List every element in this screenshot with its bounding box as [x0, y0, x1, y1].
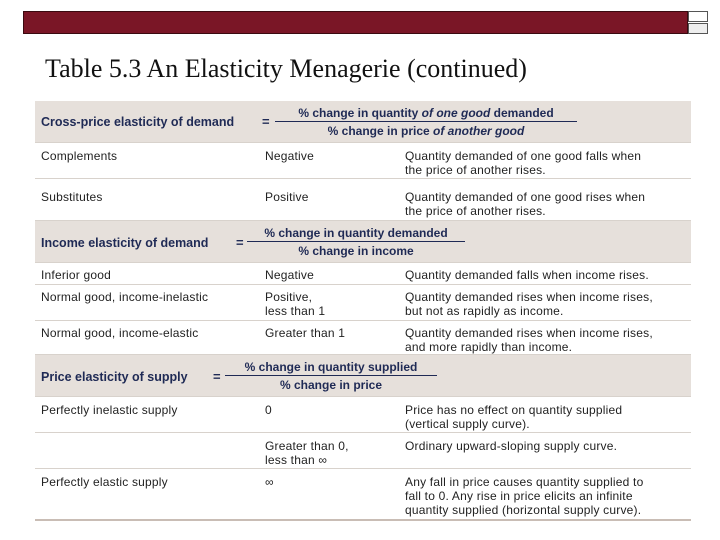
- slide-title: Table 5.3 An Elasticity Menagerie (continued): [45, 54, 527, 83]
- row-description-1: Quantity demanded rises when income rises,: [405, 326, 653, 340]
- row-value: Positive,: [265, 290, 313, 304]
- supply-equals: =: [213, 369, 221, 384]
- row-description-2: but not as rapidly as income.: [405, 304, 564, 318]
- row-description-3: quantity supplied (horizontal supply curve).: [405, 503, 642, 517]
- row-description-1: Quantity demanded falls when income rises.: [405, 268, 649, 282]
- table-row: [35, 469, 691, 519]
- row-description-1: Quantity demanded of one good falls when: [405, 149, 642, 163]
- row-description-2: fall to 0. Any rise in price elicits an infinite: [405, 489, 633, 503]
- row-description-1: Quantity demanded rises when income rises,: [405, 290, 653, 304]
- row-value: 0: [265, 403, 272, 417]
- table-row: [35, 263, 691, 285]
- row-description-2: and more rapidly than income.: [405, 340, 573, 354]
- table-row: [35, 321, 691, 355]
- table-row: [35, 285, 691, 321]
- cross-price-formula: [275, 106, 577, 139]
- row-category: Complements: [41, 149, 118, 163]
- supply-denominator: % change in price: [279, 378, 383, 392]
- corner-square-top: [688, 11, 708, 22]
- income-formula: [247, 226, 465, 259]
- row-description-1: Any fall in price causes quantity supplied to: [405, 475, 644, 489]
- table-row: [35, 179, 691, 221]
- supply-numerator: % change in quantity supplied: [225, 360, 437, 376]
- row-value: Greater than 1: [265, 326, 346, 340]
- table-row: [35, 143, 691, 179]
- title-bar-decoration: [23, 11, 688, 34]
- row-value-2: less than 1: [265, 304, 326, 318]
- cross-price-label: Cross-price elasticity of demand: [41, 115, 235, 129]
- income-equals: =: [236, 235, 244, 250]
- row-description-1: Ordinary upward-sloping supply curve.: [405, 439, 618, 453]
- row-description-2: (vertical supply curve).: [405, 417, 530, 431]
- cross-price-header-row: [35, 101, 691, 143]
- table-row: [35, 433, 691, 469]
- row-value: Greater than 0,: [265, 439, 349, 453]
- row-description-2: the price of another rises.: [405, 204, 546, 218]
- cross-price-denominator: % change in price of another good: [327, 124, 525, 138]
- income-numerator: % change in quantity demanded: [247, 226, 465, 242]
- supply-label: Price elasticity of supply: [41, 370, 188, 384]
- row-value: Positive: [265, 190, 309, 204]
- corner-square-bottom: [688, 23, 708, 34]
- row-category: Inferior good: [41, 268, 111, 282]
- row-value-2: less than ∞: [265, 453, 328, 467]
- row-description-2: the price of another rises.: [405, 163, 546, 177]
- income-label: Income elasticity of demand: [41, 236, 209, 250]
- row-value: Negative: [265, 268, 314, 282]
- supply-header-row: [35, 355, 691, 397]
- income-denominator: % change in income: [298, 244, 414, 258]
- cross-price-equals: =: [262, 114, 270, 129]
- supply-formula: [225, 360, 437, 393]
- row-category: Normal good, income-elastic: [41, 326, 199, 340]
- table-row: [35, 397, 691, 433]
- income-header-row: [35, 221, 691, 263]
- row-value: ∞: [265, 475, 274, 489]
- row-category: Perfectly elastic supply: [41, 475, 168, 489]
- row-value: Negative: [265, 149, 314, 163]
- row-category: Substitutes: [41, 190, 103, 204]
- elasticity-table: [35, 101, 691, 521]
- row-category: Perfectly inelastic supply: [41, 403, 178, 417]
- row-description-1: Quantity demanded of one good rises when: [405, 190, 646, 204]
- row-category: Normal good, income-inelastic: [41, 290, 209, 304]
- cross-price-numerator: % change in quantity of one good demanded: [275, 106, 577, 122]
- row-description-1: Price has no effect on quantity supplied: [405, 403, 623, 417]
